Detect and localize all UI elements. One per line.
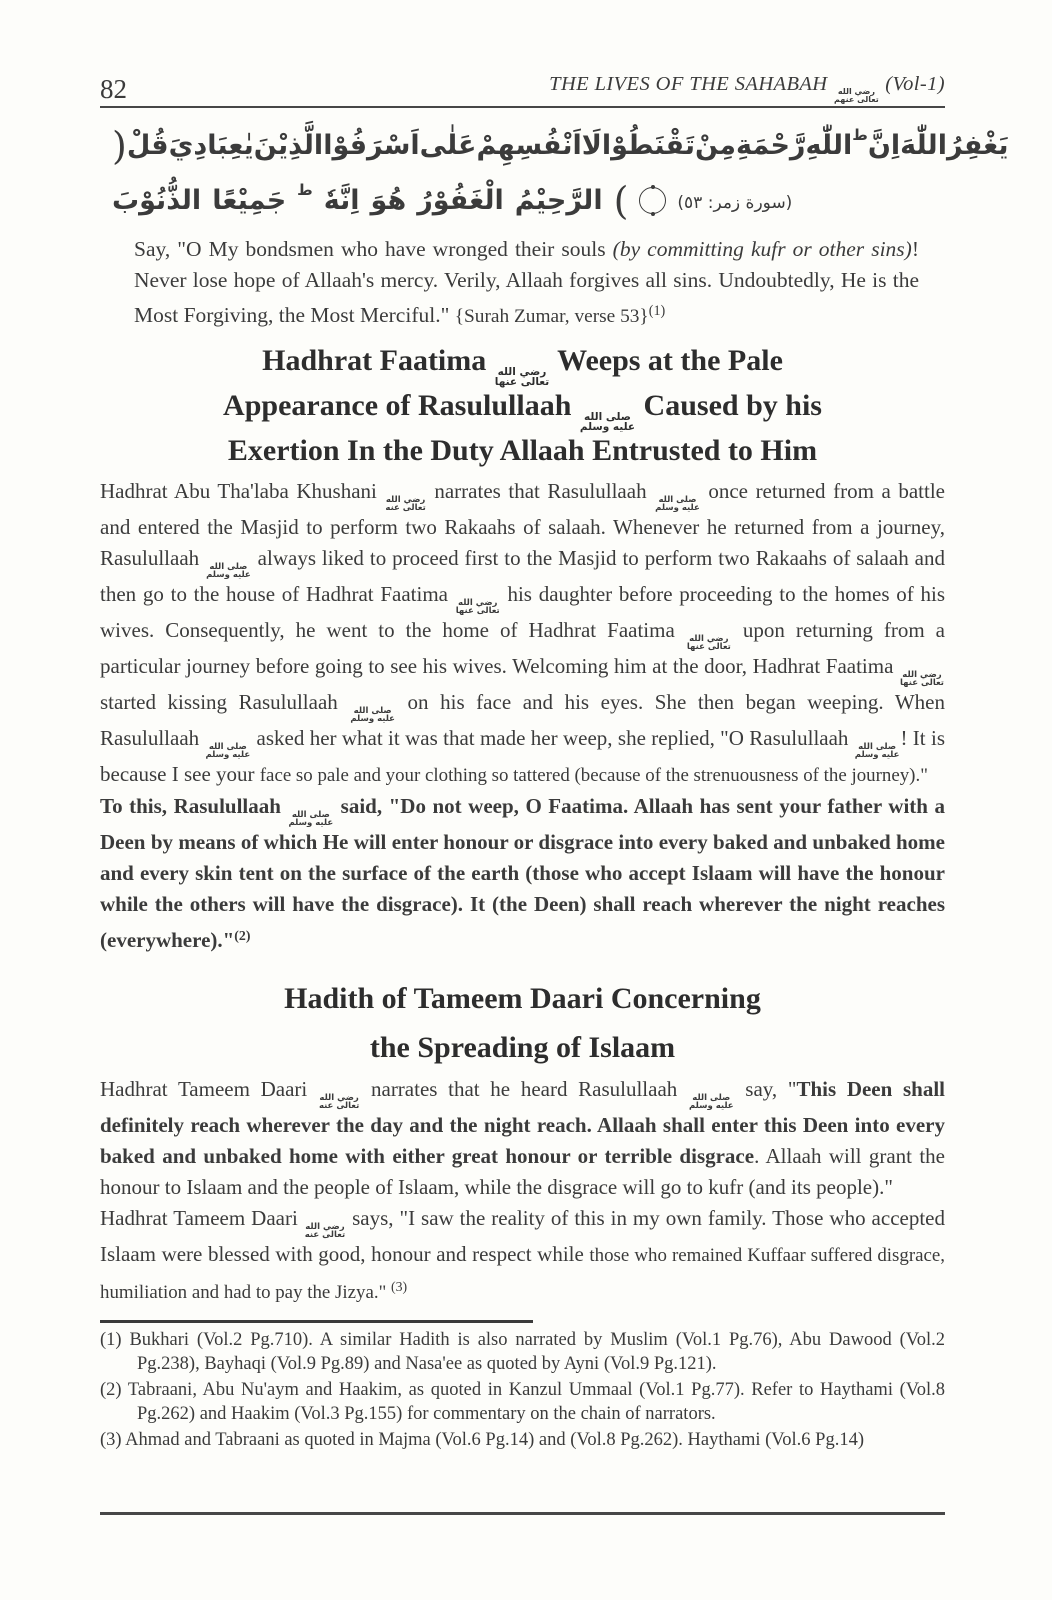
verse-word: اِنَّهٗ [323, 184, 360, 216]
verse-word: قُلْ [126, 129, 169, 161]
running-title [549, 74, 945, 103]
radiallahu-anhu-honorific-icon: رضي الله تعالى عنه [318, 1093, 360, 1111]
text-segment: (3) [391, 1279, 408, 1294]
sallallahu-alayhi-wasallam-honorific-icon: صلى الله عليه وسلم [206, 562, 251, 580]
ornate-bracket-icon: ) [613, 179, 629, 223]
verse-word: اللّٰهِ [805, 129, 853, 161]
text-segment: To this, Rasulullaah [100, 794, 288, 818]
body-paragraph-tameem-narration [100, 1074, 945, 1203]
footnote-1: (1) Bukhari (Vol.2 Pg.710). A similar Hadith is also narrated by Muslim (Vol.1 Pg.76), Abu Dawood (Vol.2 Pg.238), Bayhaqi (Vol.9 Pg.89) and Nasa'ee as quoted by Ayni (Vol.9 Pg.121). [100, 1330, 945, 1374]
text-segment: Appearance of Rasulullaah [223, 389, 579, 422]
verse-word: جَمِيْعًا [212, 184, 287, 216]
text-segment: his daughter before proceeding to the homes of his wives. Consequently, he went to the home of Hadhrat Faatima [100, 582, 945, 642]
text-segment: said, "Do not weep, O Faatima. Allaah has sent your father with a Deen by means of which He will enter honour or disgrace into every baked and unbaked home and every skin tent on the surface of the earth (those who accept Islaam will have the honour while the others will have the disgrace). It (the Deen) shall reach wherever the night reaches (everywhere)." [100, 794, 946, 952]
section-heading-faatima-weeps [100, 342, 945, 470]
text-segment: says, "I saw the reality of this in my own family. Those who accepted Islaam were blessed with good, honour and respect while [100, 1206, 945, 1266]
verse-word: يَغْفِرُ [946, 129, 1009, 161]
sallallahu-alayhi-wasallam-honorific-icon: صلى الله عليه وسلم [288, 810, 334, 828]
text-segment: face so pale and your clothing so tattered (because of the strenuousness of the journey)." [259, 765, 928, 786]
text-segment: . Allaah will grant the honour to Islaam and the people of Islaam, while the disgrace will go to kufr (and its people)." [100, 1144, 945, 1199]
radiallahu-anha-honorific-icon: رضي الله تعالى عنها [686, 634, 731, 652]
verse-translation [134, 234, 919, 332]
text-segment: say, " [734, 1077, 797, 1101]
text-segment: upon returning from a particular journey before going to see his wives. Welcoming him at the door, Hadhrat Faatima [100, 618, 945, 678]
text-segment: once returned from a battle and entered the Masjid to perform two Rakaahs of salaah. Whenever he returned from a journey, Rasulullaah [100, 479, 946, 570]
body-paragraph-do-not-weep [100, 791, 945, 956]
verse-word: اللّٰهَ [900, 129, 947, 161]
footnote-2: (2) Tabraani, Abu Nu'aym and Haakim, as quoted in Kanzul Ummaal (Vol.1 Pg.77). Refer to Haythami (Vol.8 Pg.262) and Haakim (Vol.3 Pg.155) for commentary on the chain of narrators. [100, 1380, 945, 1424]
text-segment: ! Never lose hope of Allaah's mercy. Verily, Allaah forgives all sins. Undoubtedly, He is the Most Forgiving, the Most Merciful." [134, 237, 919, 327]
radiallahu-anha-honorific-icon: رضي الله تعالى عنها [899, 670, 944, 688]
verse-word: مِنْ [694, 129, 736, 161]
verse-word: اَنْفُسِهِمْ [476, 129, 582, 161]
quran-verse-line-1 [112, 118, 1009, 172]
verse-word: الذُّنُوْبَ [112, 184, 202, 216]
text-segment: Weeps at the Pale [550, 344, 783, 377]
text-segment: Say, "O My bondsmen who have wronged their souls [134, 237, 613, 261]
page-bottom-rule [100, 1512, 945, 1515]
section-heading-tameem-daari [100, 974, 945, 1072]
text-segment: those who remained Kuffaar suffered disgrace, humiliation and had to pay the Jizya." [100, 1245, 945, 1303]
text-segment: started kissing Rasulullaah [100, 690, 350, 714]
ornate-bracket-icon: ( [112, 124, 127, 168]
quran-verse-line-2 [112, 172, 943, 228]
waqf-mark: ط [852, 125, 868, 144]
verse-word: اَسْرَفُوْا [323, 129, 420, 161]
footnotes [100, 1329, 945, 1453]
body-paragraph-tameem-family [100, 1203, 945, 1308]
text-segment: always liked to proceed first to the Masjid to perform two Rakaahs of salaah and then go to the house of Hadhrat Faatima [100, 546, 945, 606]
text-segment: (2) [234, 928, 251, 943]
text-segment: Hadith of Tameem Daari Concerning [284, 982, 761, 1015]
text-segment: asked her what it was that made her weep, she replied, "O Rasulullaah [251, 726, 854, 750]
sallallahu-alayhi-wasallam-honorific-icon: صلى الله عليه وسلم [350, 706, 395, 724]
verse-word: لَا [581, 129, 602, 161]
radiallahu-anhu-honorific-icon: رضي الله تعالى عنه [304, 1222, 346, 1240]
surah-citation: (سورة زمر: ٥٣) [677, 192, 793, 213]
verse-word: الَّذِيْنَ [253, 129, 324, 161]
verse-word: اِنَّ [867, 129, 901, 161]
sallallahu-alayhi-wasallam-honorific-icon: صلى الله عليه وسلم [688, 1093, 734, 1111]
text-segment: (by committing kufr or other sins) [612, 237, 912, 261]
text-segment: (Vol-1) [879, 73, 945, 95]
text-segment: Hadhrat Tameem Daari [100, 1077, 318, 1101]
waqf-mark: ط [297, 180, 313, 199]
text-segment: Hadhrat Tameem Daari [100, 1206, 304, 1230]
text-segment: the Spreading of Islaam [369, 1031, 676, 1064]
verse-end-medallion-icon [639, 187, 666, 214]
text-segment: This Deen shall definitely reach wherever the day and the night reach. Allaah shall enter this Deen into every baked and unbaked home with either great honour or terrible disgrace [100, 1077, 946, 1168]
footnote-separator-rule [100, 1320, 533, 1323]
radiallahu-anhum-honorific-icon: رضي الله تعالى عنهم [834, 87, 879, 104]
text-segment: on his face and his eyes. She then began weeping. When Rasulullaah [100, 690, 946, 750]
radiallahu-anha-honorific-icon: رضي الله تعالى عنها [494, 366, 550, 388]
page-number: 82 [100, 74, 127, 104]
text-segment: Caused by his [636, 389, 822, 422]
text-segment: narrates that he heard Rasulullaah [360, 1077, 688, 1101]
page-header [100, 74, 945, 108]
verse-word: هُوَ [370, 184, 407, 216]
text-segment: ! It is because I see your [100, 726, 945, 786]
verse-word: عَلٰى [419, 129, 477, 161]
radiallahu-anha-honorific-icon: رضي الله تعالى عنها [455, 598, 500, 616]
text-segment: Hadhrat Abu Tha'laba Khushani [100, 479, 385, 503]
sallallahu-alayhi-wasallam-honorific-icon: صلى الله عليه وسلم [854, 742, 900, 760]
verse-word: تَقْنَطُوْا [601, 129, 695, 161]
body-paragraph-abu-thalaba-narration [100, 476, 945, 791]
text-segment: Hadhrat Faatima [262, 344, 494, 377]
radiallahu-anhu-honorific-icon: رضي الله تعالى عنه [385, 495, 426, 513]
sallallahu-alayhi-wasallam-honorific-icon: صلى الله عليه وسلم [655, 495, 700, 513]
footnote-3: (3) Ahmad and Tabraani as quoted in Majma (Vol.6 Pg.14) and (Vol.8 Pg.262). Haythami (Vol.6 Pg.14) [100, 1430, 864, 1450]
text-segment: THE LIVES OF THE SAHABAH [549, 73, 834, 95]
text-segment: narrates that Rasulullaah [426, 479, 655, 503]
sallallahu-alayhi-wasallam-honorific-icon: صلى الله عليه وسلم [205, 742, 251, 760]
verse-word: يٰعِبَادِيَ [168, 129, 254, 161]
text-segment: Exertion In the Duty Allaah Entrusted to Him [227, 434, 818, 467]
text-segment: {Surah Zumar, verse 53} [454, 306, 649, 327]
quran-verse-block [112, 118, 1009, 228]
text-segment: (1) [648, 303, 666, 319]
verse-word: الرَّحِيْمُ [514, 184, 603, 216]
sallallahu-alayhi-wasallam-honorific-icon: صلى الله عليه وسلم [579, 411, 636, 433]
verse-word: الْغَفُوْرُ [417, 184, 504, 216]
verse-word: رَّحْمَةِ [735, 129, 806, 161]
